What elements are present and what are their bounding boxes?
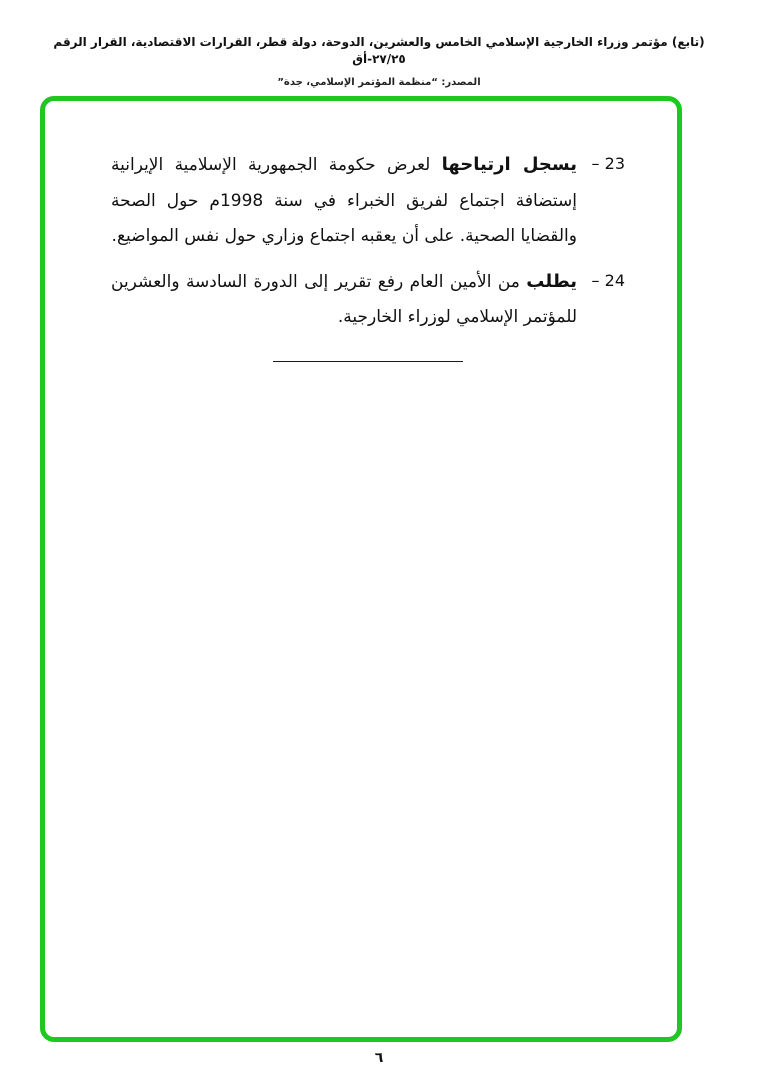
header-source: المصدر: “منظمة المؤتمر الإسلامي، جدة” bbox=[277, 76, 481, 88]
item-lead-phrase: يطلب bbox=[526, 270, 577, 292]
document-content bbox=[45, 101, 677, 362]
item-number: 24 – bbox=[591, 270, 625, 290]
item-text bbox=[111, 264, 577, 336]
item-number: 23 – bbox=[591, 154, 625, 173]
green-border-frame bbox=[40, 96, 682, 1042]
divider-line bbox=[273, 361, 463, 362]
item-body-text: من الأمين العام رفع تقرير إلى الدورة السادسة والعشرين للمؤتمر الإسلامي لوزراء الخارجية. bbox=[111, 271, 577, 328]
item-lead-phrase: يسجل ارتياحها bbox=[441, 154, 577, 175]
item-body-text: لعرض حكومة الجمهورية الإسلامية الإيرانية إستضافة اجتماع لفريق الخبراء في سنة 1998م حول الصحة والقضايا الصحية. على أن يعقبه اجتماع وزاري حول نفس المواضيع. bbox=[111, 155, 577, 246]
resolution-item-24 bbox=[111, 264, 625, 336]
item-text bbox=[111, 147, 577, 254]
page-number: ٦ bbox=[374, 1050, 384, 1066]
resolution-item-23 bbox=[111, 147, 625, 254]
page-header bbox=[0, 0, 758, 88]
header-title: (تابع) مؤتمر وزراء الخارجية الإسلامي الخامس والعشرين، الدوحة، دولة قطر، القرارات الاقتصادية، القرار الرقم ٢٧/٢٥-أق bbox=[53, 35, 705, 66]
